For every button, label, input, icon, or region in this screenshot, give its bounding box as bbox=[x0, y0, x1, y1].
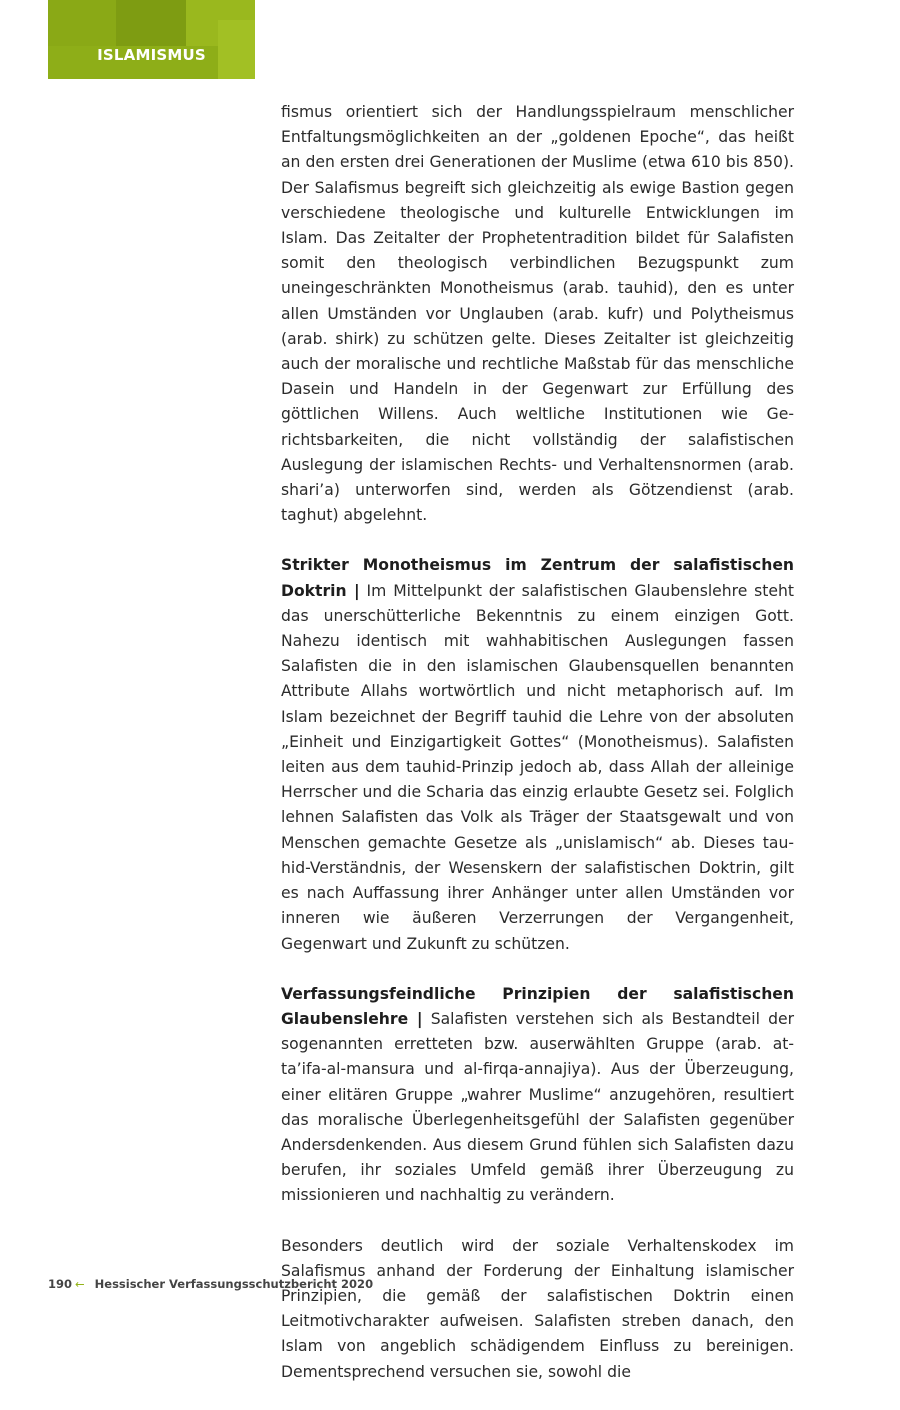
header-tile bbox=[116, 0, 186, 46]
paragraph-heading: Verfassungsfeindliche Prinzipien der salafistischen Glaubenslehre | bbox=[281, 984, 794, 1028]
section-header-tab bbox=[48, 0, 255, 79]
header-tile bbox=[48, 0, 116, 46]
paragraph-heading: Strikter Monotheismus im Zentrum der salafistischen Doktrin | bbox=[281, 556, 794, 600]
paragraph-text: Salafisten verstehen sich als Bestandteil der sogenannten erretteten bzw. auserwählten Gruppe (arab. at-ta’ifa-al-mansura und al-firqa-annajiya). Aus der Überzeugung, einer elitären Gruppe „wahrer Muslime“ anzugehören, resultiert das moralische Überlegenheitsgefühl der Salafisten gegenüber Andersdenkenden. Aus diesem Grund fühlen sich Salafisten dazu berufen, ihr soziales Umfeld gemäß ihrer Überzeugung zu missionieren und nachhaltig zu verändern. bbox=[281, 1009, 794, 1205]
paragraph bbox=[281, 982, 794, 1209]
publication-title: Hessischer Verfassungsschutzbericht 2020 bbox=[94, 1277, 374, 1291]
arrow-left-icon: ← bbox=[75, 1277, 85, 1291]
paragraph-text: Besonders deutlich wird der soziale Verhaltenskodex im Salafismus anhand der Forderung der Einhaltung islamischer Prinzipien, die gemäß der salafistischen Doktrin einen Leitmotivcharakter aufweisen. Salafisten streben danach, den Islam von angeblich schädigendem Einfluss zu bereinigen. Dementsprechend versuchen sie, sowohl die bbox=[281, 1236, 794, 1381]
section-label: ISLAMISMUS bbox=[97, 46, 206, 64]
paragraph bbox=[281, 1234, 794, 1385]
article-body bbox=[281, 100, 794, 1410]
paragraph bbox=[281, 100, 794, 528]
page-footer bbox=[48, 1277, 373, 1291]
paragraph-text: Im Mittelpunkt der salafistischen Glaubenslehre steht das unerschütterliche Bekenntnis zu einem einzigen Gott. Nahezu identisch mit wahhabitischen Auslegungen fassen Salafisten die in den islamischen Glaubensquellen benannten Attribute Allahs wortwörtlich und nicht metaphorisch auf. Im Islam bezeichnet der Begriff tauhid die Lehre von der absoluten „Einheit und Einzigartigkeit Gottes“ (Monotheismus). Salafisten leiten aus dem tauhid-Prinzip jedoch ab, dass Allah der alleinige Herrscher und die Scharia das einzig erlaubte Gesetz sei. Folglich lehnen Salafisten das Volk als Träger der Staatsgewalt und von Menschen gemachte Gesetze als „unislamisch“ ab. Dieses tauhid-Verständnis, der Wesenskern der salafistischen Doktrin, gilt es nach Auffassung ihrer Anhänger unter allen Umständen vor inneren wie äußeren Verzerrungen der Vergangenheit, Gegenwart und Zukunft zu schützen. bbox=[281, 581, 794, 953]
page-number: 190 bbox=[48, 1277, 73, 1291]
paragraph-text: fismus orientiert sich der Handlungsspielraum menschlicher Entfaltungsmöglichkeiten an der „goldenen Epoche“, das heißt an den ersten drei Generationen der Muslime (etwa 610 bis 850). Der Salafismus begreift sich gleichzeitig als ewige Bastion gegen verschiedene theologische und kulturelle Entwicklungen im Islam. Das Zeitalter der Prophetentradition bildet für Salafisten somit den theologisch verbindlichen Bezugspunkt zum uneingeschränkten Monotheismus (arab. tauhid), den es unter allen Umständen vor Unglauben (arab. kufr) und Polytheismus (arab. shirk) zu schützen gelte. Dieses Zeitalter ist gleichzeitig auch der moralische und rechtliche Maßstab für das menschliche Dasein und Handeln in der Gegenwart zur Erfüllung des göttlichen Willens. Auch weltliche Institutionen wie Gerichtsbarkeiten, die nicht vollständig der salafistischen Auslegung der islamischen Rechts- und Verhaltensnormen (arab. shari’a) unterworfen sind, werden als Götzendienst (arab. taghut) abgelehnt. bbox=[281, 103, 794, 525]
paragraph bbox=[281, 553, 794, 956]
